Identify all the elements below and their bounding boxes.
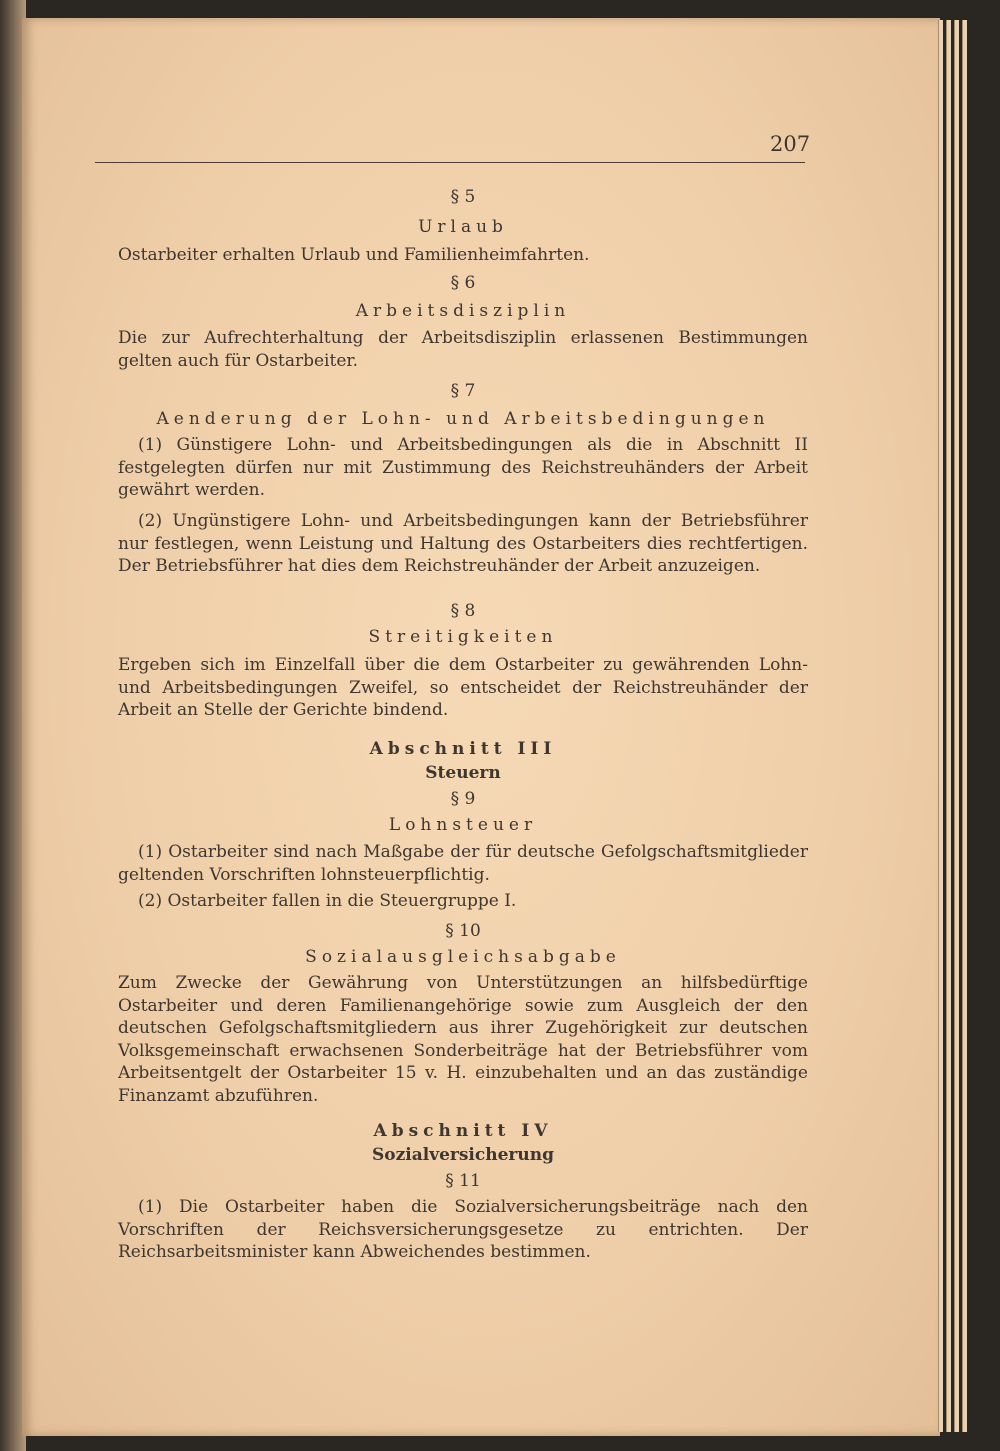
section-title: Lohnsteuer [388,815,538,835]
chapter-subheading: Sozialversicherung [372,1145,554,1165]
section-number: § 9 [450,789,476,809]
page-edge [962,20,967,1432]
section-number: § 8 [450,601,476,621]
paragraph: (1) Die Ostarbeiter haben die Sozialversicherungsbeiträge nach den Vorschriften der Reichsversicherungsgesetze zu entrichten. Der Reichsarbeitsminister kann Abweichendes bestimmen. [118,1197,808,1262]
section-number: § 6 [450,273,476,293]
section-title: Sozialausgleichsabgabe [305,947,621,967]
page-number: 207 [770,132,811,156]
header-rule [95,162,805,163]
chapter-subheading: Steuern [425,763,501,783]
section-title: Arbeitsdisziplin [355,301,571,321]
paragraph: Die zur Aufrechterhaltung der Arbeitsdisziplin erlassenen Bestimmungen gelten auch für Ostarbeiter. [118,328,808,371]
section-number: § 5 [450,187,476,207]
page-edge [954,20,959,1432]
paragraph: (1) Günstigere Lohn- und Arbeitsbedingungen als die in Abschnitt II festgelegten dürfen nur mit Zustimmung des Reichstreuhänders der Arbeit gewährt werden. [118,435,808,500]
paragraph: (2) Ungünstigere Lohn- und Arbeitsbedingungen kann der Betriebsführer nur festlegen, wenn Leistung und Haltung des Ostarbeiters dies rechtfertigen. Der Betriebsführer hat dies dem Reichstreuhänder der Arbeit anzuzeigen. [118,511,808,576]
chapter-heading: Abschnitt IV [373,1121,553,1141]
section-number: § 7 [450,381,476,401]
section-title: Streitigkeiten [368,627,558,647]
section-title: Urlaub [418,217,508,237]
section-number: § 11 [445,1171,481,1191]
page-edge [938,20,943,1432]
chapter-heading: Abschnitt III [369,739,557,759]
section-title: Aenderung der Lohn- und Arbeitsbedingungen [156,409,770,429]
paragraph: (1) Ostarbeiter sind nach Maßgabe der für deutsche Gefolgschaftsmitglieder geltenden Vorschriften lohnsteuerpflichtig. [118,842,808,885]
paragraph: Ergeben sich im Einzelfall über die dem Ostarbeiter zu gewährenden Lohn- und Arbeitsbedingungen Zweifel, so entscheidet der Reichstreuhänder der Arbeit an Stelle der Gerichte bindend. [118,655,808,720]
paragraph: (2) Ostarbeiter fallen in die Steuergruppe I. [138,891,517,911]
page-edge [946,20,951,1432]
paragraph: Ostarbeiter erhalten Urlaub und Familienheimfahrten. [118,245,590,265]
section-number: § 10 [445,921,481,941]
paragraph: Zum Zwecke der Gewährung von Unterstützungen an hilfsbedürftige Ostarbeiter und deren Familienangehörige sowie zum Ausgleich der den deutschen Gefolgschaftsmitgliedern aus ihrer Zugehörigkeit zur deutschen Volksgemeinschaft erwachsenen Sonderbeiträge hat der Betriebsführer vom Arbeitsentgelt der Ostarbeiter 15 v. H. einzubehalten und an das zuständige Finanzamt abzuführen. [118,973,808,1106]
